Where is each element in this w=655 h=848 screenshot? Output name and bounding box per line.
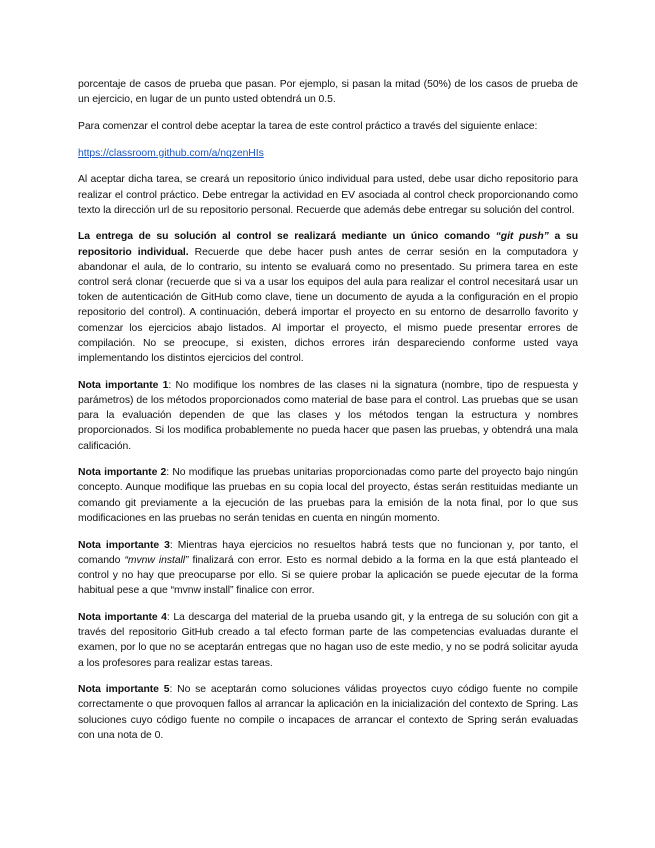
note-3-command: “mvnw install”: [124, 554, 189, 566]
note-2-label: Nota importante 2: [78, 467, 167, 479]
paragraph-repository: [78, 172, 578, 218]
note-5-text: : No se aceptarán como soluciones válidas proyectos cuyo código fuente no compile correctamente o que provoquen fallos al arrancar la aplicación en la inicialización del contexto de Spring. Las soluciones cuyo código fuente no compile o incapaces de arrancar el contexto de Spring serán evaluadas con una nota de 0.: [78, 684, 579, 741]
classroom-link[interactable]: https://classroom.github.com/a/nqzenHIs: [78, 147, 264, 159]
submission-text: Recuerde que debe hacer push antes de cerrar sesión en la computadora y abandonar el aula, de lo contrario, su intento se evaluará como no presentado. Su primera tarea en este control será clonar (recuerde que si va a usar los equipos del aula para realizar el control necesitará usar un token de autenticación de GitHub como clave, tiene un documento de ayuda a la configuración en el propio repositorio del control). A continuación, deberá importar el proyecto en su entorno de desarrollo favorito y comenzar los ejercicios abajo listados. Al importar el proyecto, el mismo puede presentar errores de compilación. No se preocupe, si existen, dichos errores irán despareciendo conforme usted vaya implementando los distintos ejercicios del control.: [78, 246, 579, 365]
note-3-text-b: finalizará con error. Esto es normal debido a la forma en la que está planteado el control y no hay que preocuparse por ello. Si se quiere probar la aplicación se puede ejecutar de la forma habitual pese a que “mvnw install” finalice con error.: [78, 554, 579, 597]
note-2-text: : No modifique las pruebas unitarias proporcionadas como parte del proyecto bajo ningún concepto. Aunque modifique las pruebas en su copia local del proyecto, éstas serán restituidas mediante un comando git previamente a la ejecución de las pruebas para la emisión de la nota final, por lo que sus modificaciones en las pruebas no serán tenidas en cuenta en ningún momento.: [78, 467, 578, 524]
note-1-label: Nota importante 1: [78, 379, 169, 391]
paragraph-instructions: [78, 119, 578, 134]
note-3-label: Nota importante 3: [78, 539, 170, 551]
note-4-label: Nota importante 4: [78, 611, 167, 623]
note-2: [78, 465, 578, 526]
note-4: [78, 610, 578, 671]
note-5: [78, 682, 578, 743]
paragraph-repository-text: Al aceptar dicha tarea, se creará un repositorio único individual para usted, debe usar dicho repositorio para realizar el control práctico. Debe entregar la actividad en EV asociada al control check proporcionando como texto la dirección url de su repositorio personal. Recuerde que además debe entregar su solución del control.: [78, 174, 578, 216]
note-5-label: Nota importante 5: [78, 684, 170, 696]
submission-command: “git push”: [495, 231, 549, 243]
submission-bold-b: a su repositorio individual.: [78, 231, 579, 258]
note-1: [78, 378, 578, 454]
paragraph-submission: [78, 229, 578, 366]
submission-bold-a: La entrega de su solución al control se realizará mediante un único comando: [78, 231, 496, 243]
paragraph-instructions-text: Para comenzar el control debe aceptar la tarea de este control práctico a través del siguiente enlace:: [78, 120, 538, 132]
link-paragraph: [78, 146, 578, 161]
note-3-text-a: : Mientras haya ejercicios no resueltos habrá tests que no funcionan y, por tanto, el comando: [78, 539, 579, 566]
paragraph-grading: [78, 77, 578, 107]
note-4-text: : La descarga del material de la prueba usando git, y la entrega de su solución con git a través del repositorio GitHub creado a tal efecto forman parte de las competencias evaluadas durante el examen, por lo que no se aceptarán entregas que no hagan uso de este medio, y no se podrá solicitar ayuda a los profesores para realizar estas tareas.: [78, 611, 578, 669]
note-1-text: : No modifique los nombres de las clases ni la signatura (nombre, tipo de respuesta y parámetros) de los métodos proporcionados como material de base para el control. Las pruebas que se usan para la evaluación dependen de que las clases y los métodos tengan la estructura y nombres proporcionados. Si los modifica probablemente no pueda hacer que pasen las pruebas, y obtendrá una mala calificación.: [78, 379, 578, 452]
paragraph-grading-text: porcentaje de casos de prueba que pasan. Por ejemplo, si pasan la mitad (50%) de los casos de prueba de un ejercicio, en lugar de un punto usted obtendrá un 0.5.: [78, 79, 578, 106]
note-3: [78, 538, 578, 599]
